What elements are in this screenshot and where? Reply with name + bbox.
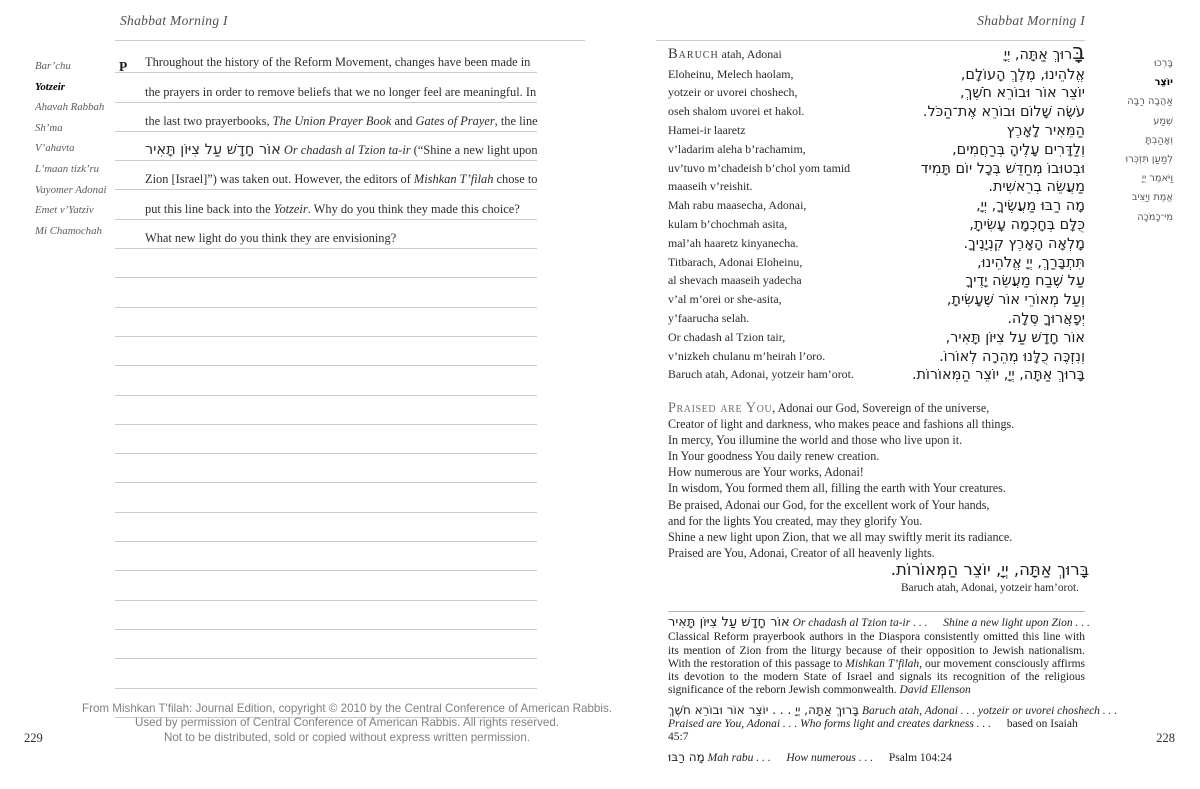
- journal-line: [115, 132, 537, 161]
- text-segment: In mercy, You illumine the world and those who live upon it.: [668, 433, 963, 448]
- sidebar-item-hebrew: בָּרְכוּ: [1153, 58, 1173, 69]
- prayer-hebrew: [952, 142, 1085, 158]
- prayer-row: [668, 347, 1085, 366]
- text-segment: oseh shalom uvorei et hakol.: [668, 104, 805, 119]
- sidebar-item-hebrew: וַיֹּאמֶר יְיָ: [1141, 173, 1173, 185]
- prayer-hebrew: [912, 367, 1085, 383]
- text-segment: and: [391, 113, 416, 128]
- prayer-row: [668, 253, 1085, 272]
- journal-blank-line: [115, 278, 537, 307]
- journal-blank-line: [115, 630, 537, 659]
- sidebar-item-hebrew: שְׁמַע: [1153, 115, 1173, 127]
- text-segment: Baruch: [668, 45, 719, 62]
- journal-line: [115, 73, 537, 102]
- prayer-hebrew: [1007, 311, 1085, 327]
- commentary-rule: [668, 611, 1085, 612]
- note2-hebrew: בָּרוּךְ אַתָּה, יְיָ . . . יוֹצֵר אוֹר וּבוֹרֵא חֹשֶׁךְ: [668, 702, 860, 717]
- journal-blank-line: [115, 308, 537, 337]
- prayer-row: [668, 309, 1085, 328]
- text-segment: Yotzeir: [273, 201, 308, 216]
- sidebar-item: V’ahavta: [35, 142, 75, 155]
- text-segment: atah, Adonai: [718, 46, 782, 61]
- copyright-line: Used by permission of Central Conference of American Rabbis. All rights reserved.: [134, 716, 559, 730]
- journal-blank-line: [115, 601, 537, 630]
- commentary-note2-lemma: [668, 702, 1118, 718]
- copyright-notice: [40, 702, 654, 745]
- prayer-transliteration: [668, 198, 806, 213]
- benediction-hebrew: בָּרוּךְ אַתָּה, יְיָ, יוֹצֵר הַמְּאוֹרוֹת.: [890, 560, 1090, 579]
- text-segment: בָּרוּךְ אַתָּה, יְיָ, יוֹצֵר הַמְּאוֹרוֹת.: [911, 367, 1085, 384]
- text-segment: The Union Prayer Book: [272, 113, 392, 128]
- prompt-text-line: [145, 172, 537, 187]
- prayer-hebrew: [969, 217, 1085, 233]
- text-segment: Be praised, Adonai our God, for the excellent work of Your hands,: [668, 497, 990, 512]
- translation-line: [668, 416, 1085, 432]
- text-segment: Praised are You: [668, 400, 773, 416]
- translation-block: [668, 400, 1085, 561]
- journal-line: [115, 220, 537, 249]
- text-segment: David Ellenson: [899, 684, 971, 697]
- translation-line: [668, 480, 1085, 496]
- journal-blank-line: [115, 513, 537, 542]
- prayer-transliteration: [668, 217, 787, 232]
- text-segment: v’nizkeh chulanu m’heirah l’oro.: [668, 348, 826, 363]
- text-segment: אוֹר חָדָשׁ עַל צִיּוֹן תָּאִיר: [145, 142, 281, 159]
- prompt-text-line: [145, 114, 538, 129]
- sidebar-item: Mi Chamochah: [35, 224, 102, 237]
- prayer-transliteration: [668, 330, 785, 345]
- text-segment: v’al m’orei or she-asita,: [668, 292, 782, 307]
- prayer-hebrew: [977, 255, 1085, 271]
- journal-lines: [115, 44, 537, 718]
- prayer-row: [668, 39, 1085, 65]
- prayer-row: [668, 159, 1085, 178]
- text-segment: עַל שֶׁבַח מַעֲשֵׂה יָדֶיךָ: [965, 273, 1085, 290]
- right-page-number: 228: [1156, 731, 1175, 745]
- prayer-transliteration: [668, 123, 746, 138]
- sidebar-item-hebrew: יוֹצֵר: [1154, 77, 1173, 89]
- text-segment: , our movement consciously affirms its devotion to the modern State of Israel and signals its recognition of the religious significance of the reborn Jewish commonwealth.: [668, 657, 1086, 697]
- prayer-transliteration: [668, 311, 749, 326]
- text-segment: וּבְטוּבוֹ מְחַדֵּשׁ בְּכָל יוֹם תָּמִיד: [920, 160, 1085, 177]
- prayer-row: [668, 328, 1085, 347]
- prayer-hebrew: [960, 85, 1085, 101]
- text-segment: maaseih v’reishit.: [668, 179, 753, 194]
- text-segment: מָלְאָה הָאָרֶץ קִנְיָנֶיךָ.: [963, 235, 1085, 252]
- text-segment: Praised are You, Adonai, Creator of all heavenly lights.: [668, 545, 935, 560]
- prayer-transliteration: [668, 292, 782, 307]
- text-segment: Creator of light and darkness, who makes peace and fashions all things.: [668, 417, 1015, 432]
- prompt-text-line: [145, 85, 536, 100]
- sidebar-item-hebrew: אֱמֶת וְיַצִּיב: [1131, 192, 1173, 204]
- copyright-line: Not to be distributed, sold or copied without express written permission.: [163, 730, 531, 744]
- journal-blank-line: [115, 454, 537, 483]
- note3-english: How numerous . . .: [786, 751, 874, 764]
- prayer-row: [668, 102, 1085, 121]
- note2-translit: Baruch atah, Adonai . . . yotzeir or uvorei choshech . . .: [861, 704, 1118, 717]
- benediction-transliteration: Baruch atah, Adonai, yotzeir ham’orot.: [900, 582, 1080, 594]
- journal-blank-line: [115, 542, 537, 571]
- text-segment: In Your goodness You daily renew creation.: [668, 449, 880, 464]
- prayer-transliteration: [668, 142, 806, 157]
- prayer-hebrew: [921, 161, 1085, 177]
- left-page-header: Shabbat Morning I: [120, 13, 228, 28]
- journal-blank-line: [115, 425, 537, 454]
- prompt-text-line: [145, 231, 396, 246]
- text-segment: yotzeir or uvorei choshech,: [668, 85, 798, 100]
- sidebar-item: L’maan tizk’ru: [35, 162, 100, 175]
- right-page-header: Shabbat Morning I: [977, 13, 1085, 28]
- text-segment: . Why do you think they made this choice?: [307, 201, 520, 216]
- prayer-row: [668, 366, 1085, 385]
- text-segment: אֱלֹהֵינוּ, מֶלֶךְ הָעוֹלָם,: [960, 66, 1085, 83]
- text-segment: , the line: [494, 113, 538, 128]
- prayer-transliteration: [668, 255, 802, 270]
- sidebar-item: Sh’ma: [35, 121, 63, 134]
- note1-hebrew: אוֹר חָדָשׁ עַל צִיּוֹן תָּאִיר: [668, 615, 790, 630]
- translation-line: [668, 545, 1085, 561]
- translation-line: [668, 529, 1085, 545]
- text-segment: Baruch atah, Adonai, yotzeir ham’orot.: [668, 367, 854, 382]
- text-segment: רוּךְ אַתָּה, יְיָ: [1003, 46, 1073, 63]
- text-segment: In wisdom, You formed them all, filling the earth with Your creatures.: [668, 481, 1006, 496]
- prayer-transliteration: [668, 367, 854, 382]
- journal-blank-line: [115, 659, 537, 688]
- prayer-transliteration: [668, 161, 850, 176]
- prayer-block: [668, 39, 1085, 384]
- text-segment: הַמֵּאִיר לָאָרֶץ: [1006, 122, 1085, 139]
- journal-line: [115, 161, 537, 190]
- prayer-row: [668, 272, 1085, 291]
- text-segment: Hamei-ir laaretz: [668, 122, 746, 137]
- prompt-text-line: [145, 142, 538, 158]
- text-segment: עֹשֶׂה שָׁלוֹם וּבוֹרֵא אֶת־הַכֹּל.: [922, 104, 1085, 121]
- prayer-transliteration: [668, 349, 825, 364]
- commentary-note1-body: [668, 631, 1085, 697]
- prayer-hebrew: [961, 67, 1085, 83]
- text-segment: the prayers in order to remove beliefs that we no longer feel are meaningful. In: [145, 84, 537, 99]
- prayer-row: [668, 290, 1085, 309]
- prayer-hebrew: [1003, 39, 1085, 65]
- text-segment: Mishkan T’filah: [413, 172, 494, 187]
- prayer-transliteration: [668, 104, 804, 119]
- text-segment: Or chadash al Tzion ta-ir: [283, 143, 411, 158]
- text-segment: y’faarucha selah.: [668, 310, 750, 325]
- prompt-text-line: [145, 55, 530, 70]
- text-segment: מָה רַבּוּ מַעֲשֶׂיךָ, יְיָ,: [976, 198, 1085, 215]
- prayer-hebrew: [923, 104, 1085, 120]
- sidebar-item: Bar’chu: [35, 60, 71, 72]
- commentary-note3: [668, 751, 1085, 765]
- prayer-row: [668, 121, 1085, 140]
- translation-line: [668, 497, 1085, 513]
- left-sidebar: [35, 56, 106, 241]
- journal-blank-line: [115, 366, 537, 395]
- note1-english: Shine a new light upon Zion . . .: [943, 617, 1090, 629]
- journal-line: [115, 44, 537, 73]
- translation-line: [668, 464, 1085, 480]
- text-segment: כֻּלָּם בְּחָכְמָה עָשִׂיתָ,: [969, 216, 1085, 233]
- prayer-transliteration: [668, 85, 797, 100]
- right-sidebar-hebrew: [1088, 54, 1173, 227]
- prayer-hebrew: [976, 198, 1085, 214]
- prayer-row: [668, 196, 1085, 215]
- note3-translit: Mah rabu . . .: [707, 751, 771, 764]
- copyright-line: From Mishkan T'filah: Journal Edition, copyright © 2010 by the Central Conference of American Rabbis.: [82, 702, 612, 715]
- text-segment: and for the lights You created, may they glorify You.: [668, 513, 923, 528]
- journal-blank-line: [115, 396, 537, 425]
- sidebar-item: Ahavah Rabbah: [35, 101, 105, 114]
- sidebar-item: Vayomer Adonai: [35, 183, 107, 196]
- text-segment: What new light do you think they are envisioning?: [145, 231, 397, 246]
- prayer-hebrew: [947, 292, 1085, 308]
- note3-hebrew: מָה רַבּוּ: [668, 749, 705, 764]
- journal-blank-line: [115, 249, 537, 278]
- journal-blank-line: [115, 337, 537, 366]
- sidebar-item-hebrew: אַהֲבָה רַבָּה: [1127, 96, 1173, 108]
- sidebar-item-hebrew: וְאָהַבְתָּ: [1145, 134, 1173, 146]
- translation-line: [668, 400, 1085, 416]
- note2-english: Praised are You, Adonai . . . Who forms light and creates darkness . . .: [668, 718, 992, 731]
- prayer-hebrew: [988, 179, 1085, 195]
- prayer-transliteration: [668, 273, 802, 288]
- prayer-hebrew: [965, 273, 1085, 289]
- text-segment: put this line back into the: [145, 201, 274, 216]
- journal-line: [115, 103, 537, 132]
- benediction-block: [860, 560, 1120, 594]
- translation-line: [668, 448, 1085, 464]
- text-segment: וְעַל מְאוֹרֵי אוֹר שֶׁעָשִׂיתָ,: [946, 292, 1085, 309]
- commentary-note2-line2: [668, 718, 1085, 745]
- journal-line: [115, 190, 537, 219]
- prayer-row: [668, 140, 1085, 159]
- text-segment: How numerous are Your works, Adonai!: [668, 465, 864, 480]
- text-segment: וְלַדָּרִים עָלֶיהָ בְּרַחֲמִים,: [952, 141, 1085, 158]
- prayer-row: [668, 215, 1085, 234]
- translation-line: [668, 513, 1085, 529]
- prayer-row: [668, 178, 1085, 197]
- commentary-note2: [668, 702, 1118, 745]
- left-page-number: 229: [24, 731, 43, 745]
- text-segment: chose to: [493, 172, 538, 187]
- prayer-transliteration: [668, 236, 798, 251]
- prompt-marker: P: [119, 59, 128, 74]
- journal-blank-line: [115, 483, 537, 512]
- text-segment: אוֹר חָדָשׁ עַל צִיּוֹן תָּאִיר,: [945, 329, 1085, 346]
- sidebar-item-hebrew: לְמַעַן תִּזְכְּרוּ: [1125, 154, 1173, 166]
- text-segment: Classical Reform prayerbook authors in the Diaspora consistently omitted this line with its mention of Zion from the liturgy because of their opposition to Jewish nationalism. With the restoration of this passage to: [668, 631, 1085, 670]
- text-segment: Mah rabu maasecha, Adonai,: [668, 198, 807, 213]
- sidebar-item: Emet v’Yatziv: [35, 204, 94, 217]
- text-segment: mal’ah haaretz kinyanecha.: [668, 235, 799, 250]
- prayer-hebrew: [946, 330, 1085, 346]
- prayer-hebrew: [1007, 123, 1085, 139]
- text-segment: uv’tuvo m’chadeish b’chol yom tamid: [668, 160, 851, 175]
- text-segment: Titbarach, Adonai Eloheinu,: [668, 254, 803, 269]
- note2-source: based on Isaiah 45:7: [668, 718, 1078, 744]
- text-segment: al shevach maaseih yadecha: [668, 273, 802, 288]
- text-segment: v’ladarim aleha b’rachamim,: [668, 141, 806, 156]
- text-segment: Or chadash al Tzion tair,: [668, 329, 786, 344]
- text-segment: Throughout the history of the Reform Movement, changes have been made in: [145, 55, 531, 70]
- prayer-hebrew: [939, 349, 1085, 365]
- translation-line: [668, 432, 1085, 448]
- commentary-block: [668, 615, 1118, 765]
- text-segment: תִּתְבָּרַךְ, יְיָ אֱלֹהֵינוּ,: [977, 254, 1085, 271]
- prayer-row: [668, 234, 1085, 253]
- text-segment: , Adonai our God, Sovereign of the universe,: [772, 401, 990, 415]
- note1-translit: Or chadash al Tzion ta-ir . . .: [792, 617, 928, 629]
- commentary-note1-lemma: [668, 615, 1090, 630]
- prayer-hebrew: [963, 236, 1085, 252]
- sidebar-item-hebrew: מִי־כָמֹכָה: [1137, 211, 1173, 223]
- text-segment: kulam b’chochmah asita,: [668, 216, 788, 231]
- text-segment: בָּ: [1072, 39, 1085, 65]
- prayer-row: [668, 84, 1085, 103]
- text-segment: יוֹצֵר אוֹר וּבוֹרֵא חֹשֶׁךְ,: [960, 85, 1085, 102]
- prayer-row: [668, 65, 1085, 84]
- text-segment: מַעֲשֵׂה בְרֵאשִׁית.: [988, 179, 1085, 196]
- prayer-transliteration: [668, 179, 753, 194]
- text-segment: Gates of Prayer: [415, 113, 495, 128]
- left-header-rule: [115, 40, 585, 41]
- text-segment: (“Shine a new light upon: [410, 143, 538, 158]
- journal-blank-line: [115, 571, 537, 600]
- note3-source: Psalm 104:24: [888, 751, 952, 764]
- text-segment: וְנִזְכֶּה כֻלָּנוּ מְהֵרָה לְאוֹרוֹ.: [939, 348, 1085, 365]
- prompt-text-line: [145, 202, 520, 217]
- text-segment: Mishkan T’filah: [845, 657, 920, 670]
- text-segment: Eloheinu, Melech haolam,: [668, 66, 794, 81]
- sidebar-item: Yotzeir: [35, 80, 65, 93]
- text-segment: Zion [Israel]”) was taken out. However, the editors of: [145, 172, 414, 187]
- prayer-transliteration: [668, 46, 782, 63]
- prayer-transliteration: [668, 67, 793, 82]
- text-segment: יְפָאֲרוּךָ סֶּלָה.: [1007, 310, 1085, 327]
- text-segment: the last two prayerbooks,: [145, 113, 273, 128]
- text-segment: Shine a new light upon Zion, that we all may swiftly merit its radiance.: [668, 529, 1013, 544]
